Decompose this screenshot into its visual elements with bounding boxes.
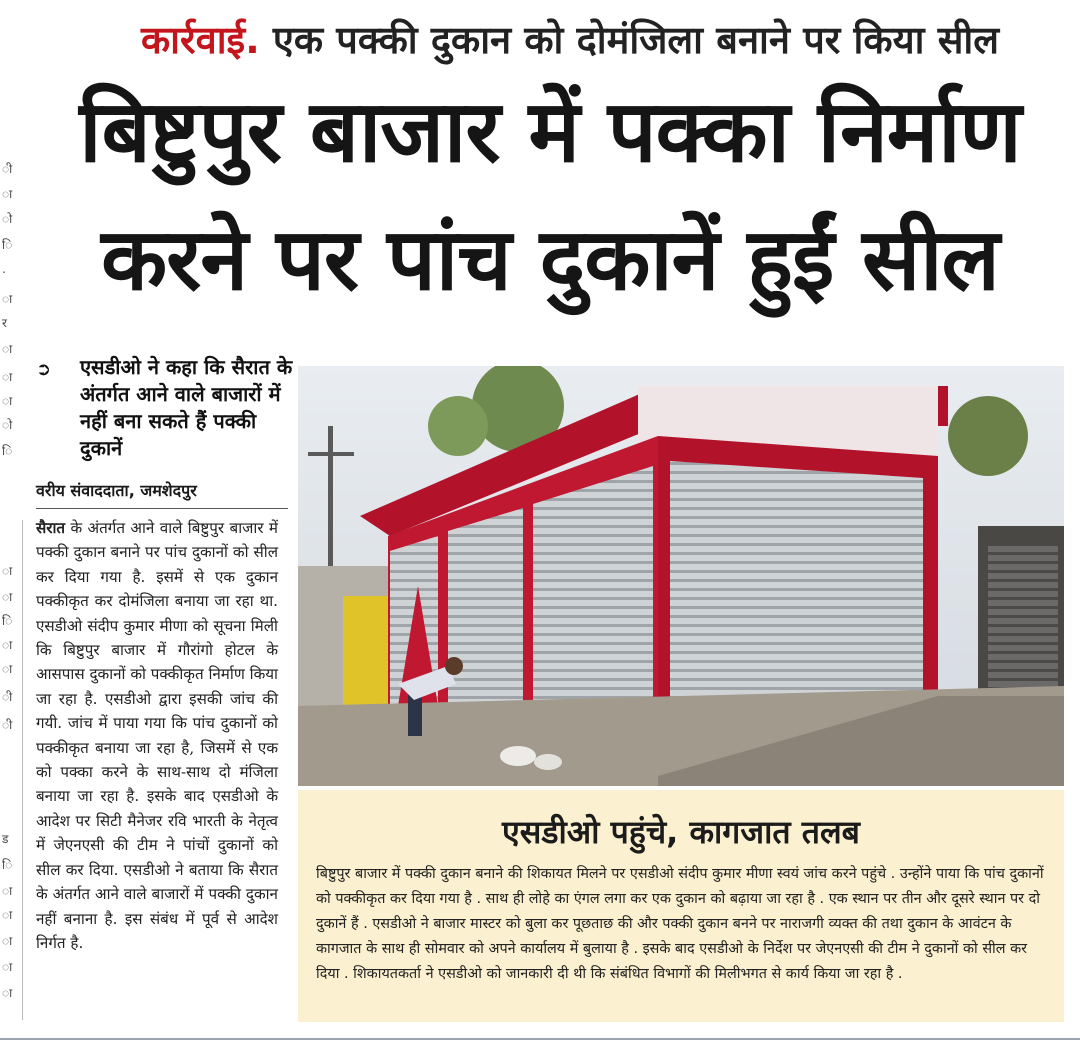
edge-fragment: ा [2,960,13,974]
column-divider [22,520,23,1020]
edge-fragment: ा [2,884,13,898]
adjacent-column-fragments [0,0,22,1044]
story-text: के अंतर्गत आने वाले बिष्टुपुर बाजार में पक्की दुकान बनाने पर पांच दुकानों को सील कर दिया गया है. इसमें से एक दुकान पक्कीकृत कर दोमंजिला बनाया जा रहा था. एसडीओ संदीप कुमार मीणा को सूचना मिली कि बिष्टुपुर बाजार में गौरांगो होटल के आसपास दुकानों को पक्कीकृत निर्माण किया जा रहा है. एसडीओ द्वारा इसकी जांच की गयी. जांच में पाया गया कि पांच दुकानों को पक्कीकृत बनाया जा रहा है, जिसमें से एक को पक्का करने के साथ-साथ दो मंजिला बनाया जा रहा है. इसके बाद एसडीओ के आदेश पर सिटी मैनेजर रवि भारती के नेतृत्व में जेएनएसी की टीम ने पांचों दुकानों को सील कर दिया. एसडीओ ने बताया कि सैरात के अंतर्गत आने वाले बाजारों में पक्की दुकान नहीं बनाना है. इस संबंध में पूर्व से आदेश निर्गत है. [36,519,279,952]
edge-fragment: ी [2,718,13,732]
edge-fragment: ि [2,614,13,628]
edge-fragment: ि [2,238,13,252]
highlight-bullet [36,354,296,462]
highlight-text: एसडीओ ने कहा कि सैरात के अंतर्गत आने वाले बाजारों में नहीं बना सकते हैं पक्की दुकानें [80,355,293,460]
edge-fragment: ड [2,832,9,846]
edge-fragment: ा [2,638,13,652]
edge-fragment: ा [2,986,13,1000]
sidebar-box-title: एसडीओ पहुंचे, कागजात तलब [502,813,860,851]
edge-fragment: ि [2,858,13,872]
byline: वरीय संवाददाता, जमशेदपुर [36,480,288,509]
sidebar-box [298,790,1064,1022]
headline-line-1: बिष्टुपुर बाजार में पक्का निर्माण [79,82,1021,182]
headline-line-2: करने पर पांच दुकानें हुईं सील [101,210,999,310]
edge-fragment: ी [2,162,13,176]
edge-fragment: ा [2,590,13,604]
kicker-line [80,14,1060,66]
edge-fragment: ा [2,187,13,201]
edge-fragment: ा [2,394,13,408]
bottom-rule [0,1038,1080,1040]
headline [30,68,1070,324]
edge-fragment: ो [2,212,13,226]
edge-fragment: ो [2,418,13,432]
edge-fragment: ा [2,934,13,948]
edge-fragment: ी [2,690,13,704]
shops-photo-illustration [298,366,1064,786]
edge-fragment: र [2,316,7,330]
edge-fragment: ा [2,342,13,356]
edge-fragment: ा [2,662,13,676]
sidebar-box-text: बिष्टुपुर बाजार में पक्की दुकान बनाने की शिकायत मिलने पर एसडीओ संदीप कुमार मीणा स्वयं जांच करने पहुंचे . उन्होंने पाया कि पांच दुकानों को पक्कीकृत कर दिया गया है . साथ ही लोहे का एंगल लगा कर एक दुकान को बढ़ाया जा रहा है . एक स्थान पर तीन और दूसरे स्थान पर दो दुकानें हैं . एसडीओ ने बाजार मास्टर को बुला कर पूछताछ की और पक्की दुकान बनने पर नाराजगी व्यक्त की तथा दुकान के आवंटन के कागजात के साथ ही सोमवार को अपने कार्यालय में बुलाया है . इसके बाद एसडीओ के निर्देश पर जेएनएसी की टीम ने दुकानों को सील कर दिया . शिकायतकर्ता ने एसडीओ को जानकारी दी थी कि संबंधित विभागों की मिलीभगत से कार्य किया जा रहा है . [316,866,1044,982]
kicker-prefix: कार्रवाई. [141,18,260,62]
news-photo [298,366,1064,786]
story-body [36,516,278,955]
edge-fragment: ा [2,292,13,306]
arrow-icon: ➲ [36,359,52,380]
edge-fragment: . [2,262,6,276]
edge-fragment: ा [2,564,13,578]
edge-fragment: ि [2,444,13,458]
story-lead-word: सैरात [36,519,66,537]
kicker-text: एक पक्की दुकान को दोमंजिला बनाने पर किया सील [272,18,999,62]
edge-fragment: ा [2,908,13,922]
edge-fragment: ा [2,370,13,384]
